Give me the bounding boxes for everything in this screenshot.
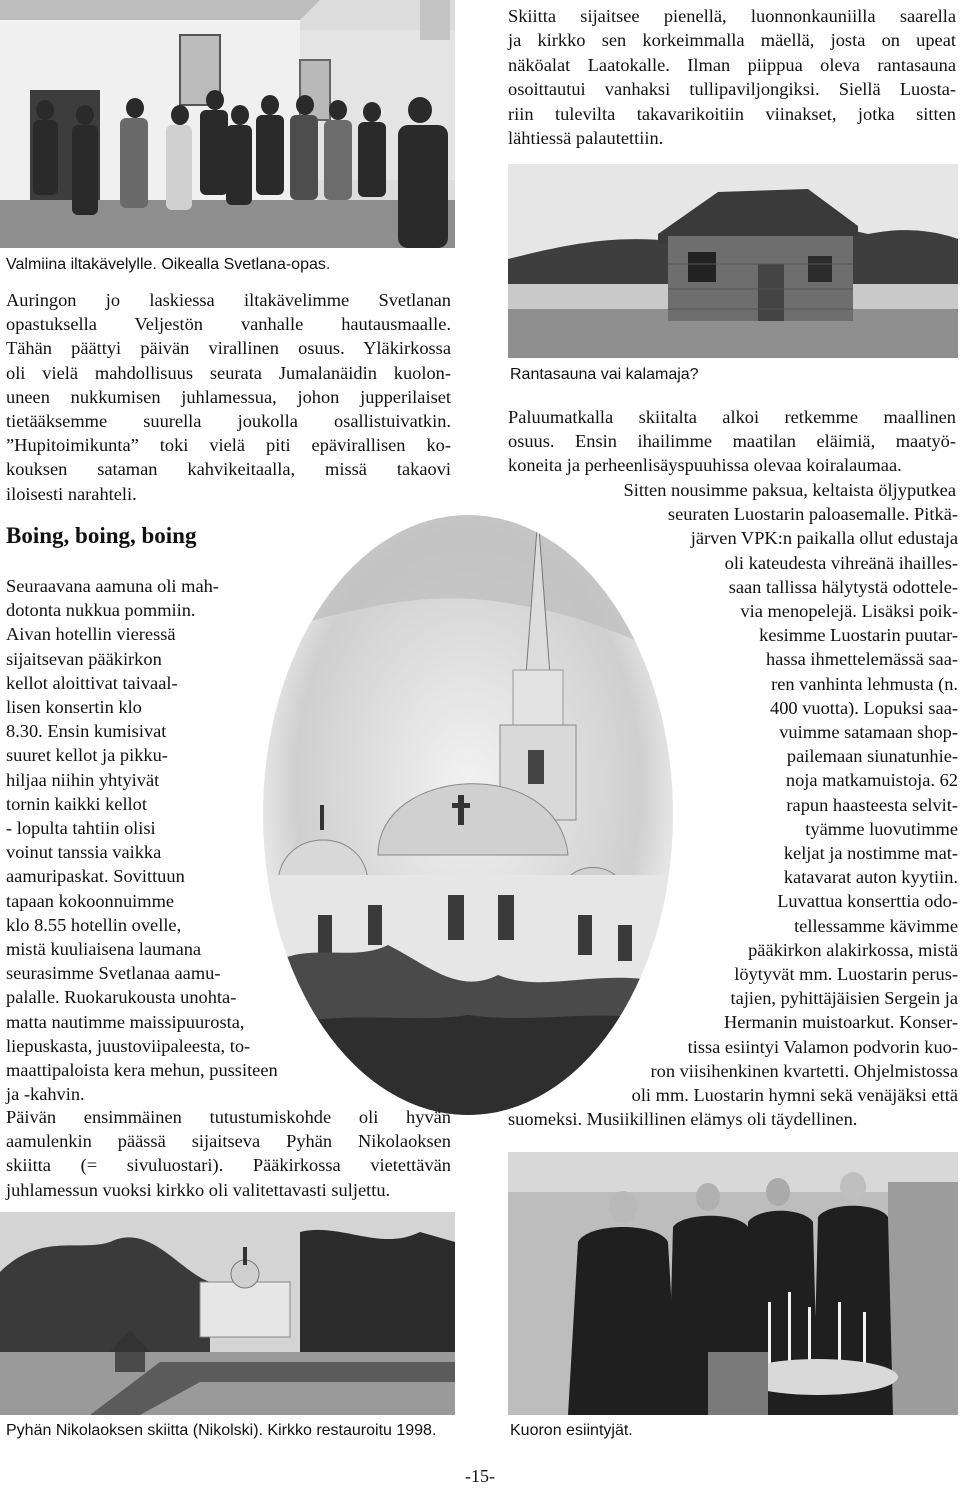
page-number: -15- xyxy=(465,1466,495,1486)
group-photo-caption: Valmiina iltakävelylle. Oikealla Svetlana-opas. xyxy=(6,256,331,273)
text-line: kellot aloittivat taivaal- xyxy=(6,672,178,693)
sauna-photo-illustration xyxy=(508,164,958,358)
text-line: matta nautimme maissipuurosta, xyxy=(6,1011,245,1032)
nikolski-photo-illustration xyxy=(0,1212,455,1415)
text-line: tapaan kokoonnuimme xyxy=(6,890,175,911)
text-line: oli vielä mahdollisuus seurata Jumalanäidin kuolon- xyxy=(6,362,451,383)
return-trip-paragraph xyxy=(508,405,956,478)
text-line: liepuskasta, juustoviipaleesta, to- xyxy=(6,1035,251,1056)
intro-paragraph xyxy=(508,4,956,150)
text-line: näköalat Laatokalle. Ilman piippua oleva rantasauna xyxy=(508,54,956,75)
text-line: noja matkamuistoja. 62 xyxy=(785,770,958,791)
text-line: palalle. Ruokarukousta unohta- xyxy=(6,987,237,1008)
text-line: juhlamessun vuoksi kirkko oli valitettavasti suljettu. xyxy=(6,1179,391,1200)
text-line: suomeksi. Musiikillinen elämys oli täydellinen. xyxy=(508,1109,858,1130)
choir-photo xyxy=(508,1152,958,1415)
choir-photo-illustration xyxy=(508,1152,958,1415)
nikolski-photo-caption: Pyhän Nikolaoksen skiitta (Nikolski). Kirkko restauroitu 1998. xyxy=(6,1422,437,1439)
text-line: vuimme satamaan shop- xyxy=(779,722,958,743)
fire-station-paragraph xyxy=(480,478,958,1131)
text-line: osoittautui vanhaksi tullipaviljongiksi. Siellä Luosta- xyxy=(508,79,956,100)
text-line: ron viisihenkinen kvartetti. Ohjelmistossa xyxy=(650,1060,958,1081)
text-line: voinut tanssia vaikka xyxy=(6,842,162,863)
text-line: sijaitsevan pääkirkon xyxy=(6,648,162,669)
choir-photo-caption: Kuoron esiintyjät. xyxy=(510,1422,633,1439)
text-line: opastuksella Veljestön vanhalle hautausmaalle. xyxy=(6,314,451,335)
text-line: tornin kaikki kellot xyxy=(6,793,147,814)
text-line: - lopulta tahtiin olisi xyxy=(6,818,156,839)
text-line: ja -kahvin. xyxy=(6,1084,85,1105)
sauna-photo-caption: Rantasauna vai kalamaja? xyxy=(510,366,699,383)
text-line: Sitten nousimme paksua, keltaista öljyputkea xyxy=(623,480,956,500)
text-line: oli kateudesta vihreänä ihailles- xyxy=(724,552,958,573)
text-line: kesimme Luostarin puutar- xyxy=(759,625,958,646)
text-line: iloisesti narahteli. xyxy=(6,483,137,504)
text-line: oli mm. Luostarin hymni sekä venäjäksi että xyxy=(631,1085,958,1106)
text-line: suuret kellot ja pikku- xyxy=(6,745,168,766)
text-line: Skiitta sijaitsee pienellä, luonnonkauniilla saarella xyxy=(508,6,956,26)
text-line: tyämme luovutimme xyxy=(805,818,958,839)
text-line: maattipaloista kera mehun, pussiteen xyxy=(6,1060,278,1081)
text-line: hassa ihmettelemässä saa- xyxy=(765,649,958,670)
sauna-photo xyxy=(508,164,958,358)
text-line: tietääksemme suurella joukolla osallistuivatkin. xyxy=(6,411,451,432)
text-line: riin tulevilta takavarikoitiin viinakset, jotka sitten xyxy=(508,103,956,124)
text-line: koneita ja perheenlisäyspuuhissa olevaa koiralaumaa. xyxy=(508,455,902,476)
text-line: Hermanin muistoarkut. Konser- xyxy=(723,1012,958,1033)
text-line: via menopelejä. Lisäksi poik- xyxy=(740,601,958,622)
section-heading: Boing, boing, boing xyxy=(6,523,197,548)
text-line: Aivan hotellin vieressä xyxy=(6,624,176,645)
text-line: aamulenkin päässä sijaitseva Pyhän Nikolaoksen xyxy=(6,1131,451,1152)
text-line: pääkirkon alakirkossa, mistä xyxy=(748,939,958,960)
text-line: aamuripaskat. Sovittuun xyxy=(6,866,185,887)
text-line: Tähän päättyi päivän virallinen osuus. Yläkirkossa xyxy=(6,338,451,359)
text-line: keljat ja nostimme mat- xyxy=(783,843,958,864)
group-photo xyxy=(0,0,455,248)
text-line: Paluumatkalla skiitalta alkoi retkemme maallinen xyxy=(508,407,956,427)
text-line: skiitta (= sivuluostari). Pääkirkossa vietettävän xyxy=(6,1155,451,1176)
text-line: pailemaan siunatunhie- xyxy=(786,746,958,767)
text-line: Auringon jo laskiessa iltakävelimme Svetlanan xyxy=(6,290,451,310)
group-photo-illustration xyxy=(0,0,455,248)
text-line: dotonta nukkua pommiin. xyxy=(6,600,196,621)
text-line: tellessamme kävimme xyxy=(794,915,958,936)
text-line: löytyvät mm. Luostarin perus- xyxy=(734,964,958,985)
text-line: lähtiessä palautettiin. xyxy=(508,128,664,149)
nikolski-photo xyxy=(0,1212,455,1415)
evening-walk-paragraph xyxy=(6,288,451,506)
text-line: tajien, pyhittäjäisien Sergein ja xyxy=(730,988,958,1009)
text-line: hiljaa niihin yhtyivät xyxy=(6,769,160,790)
text-line: Päivän ensimmäinen tutustumiskohde oli hyvän xyxy=(6,1107,451,1127)
text-line: Seuraavana aamuna oli mah- xyxy=(6,576,219,596)
text-line: klo 8.55 hotellin ovelle, xyxy=(6,914,182,935)
text-line: katavarat auton kyytiin. xyxy=(783,867,958,888)
text-line: uneen nukkumisen juhlamessua, johon jupperilaiset xyxy=(6,386,451,407)
text-line: 400 vuotta). Lopuksi saa- xyxy=(770,697,958,718)
text-line: ren vanhinta lehmusta (n. xyxy=(771,673,958,694)
skiitta-paragraph xyxy=(6,1105,451,1202)
text-line: seuraten Luostarin paloasemalle. Pitkä- xyxy=(667,504,958,525)
text-line: osuus. Ensin ihailimme maatilan eläimiä, maatyö- xyxy=(508,431,956,452)
text-line: lisen konsertin klo xyxy=(6,697,142,718)
text-line: mistä kuuliaisena laumana xyxy=(6,939,202,960)
text-line: kouksen sataman kahvikeitaalla, missä takaovi xyxy=(6,459,451,480)
text-line: ja kirkko sen korkeimmalla mäellä, josta on upeat xyxy=(508,30,956,51)
text-line: 8.30. Ensin kumisivat xyxy=(6,721,167,742)
text-line: seurasimme Svetlanaa aamu- xyxy=(6,963,221,984)
text-line: rapun haasteesta selvit- xyxy=(786,794,958,815)
text-line: tissa esiintyi Valamon podvorin kuo- xyxy=(687,1036,958,1057)
text-line: järven VPK:n paikalla ollut edustaja xyxy=(690,528,958,549)
text-line: saan tallissa hälytystä odottele- xyxy=(728,576,958,597)
text-line: ”Hupitoimikunta” toki vielä piti epävirallisen ko- xyxy=(6,435,451,456)
text-line: Luvattua konserttia odo- xyxy=(777,891,958,912)
morning-bells-paragraph xyxy=(6,574,278,1106)
